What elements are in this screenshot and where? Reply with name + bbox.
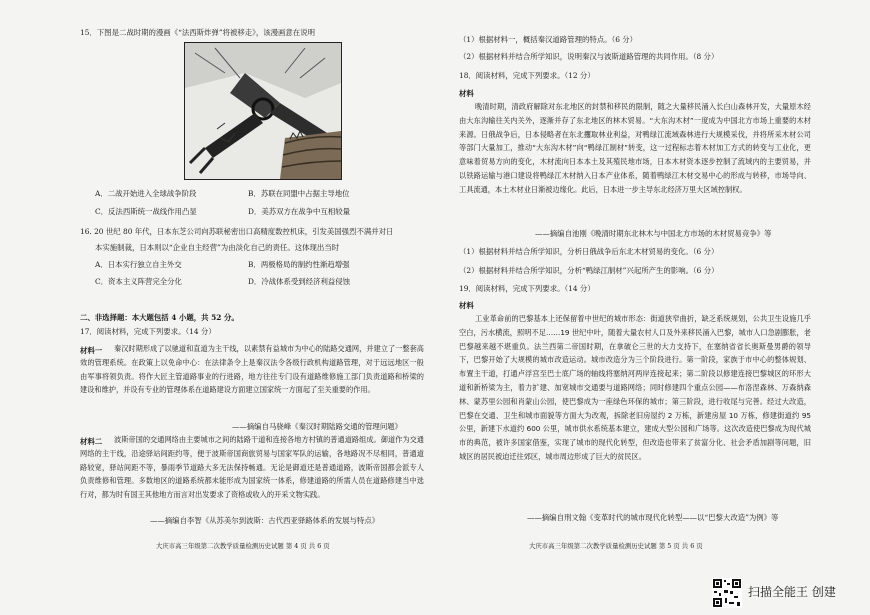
q18-material-source: ——摘编自池刚《晚清时期东北林木与中国北方市场的木材贸易竞争》等: [535, 229, 772, 238]
q18-material-label: 材料: [459, 89, 474, 98]
q19-material-text: 工业革命前的巴黎基本上还保留着中世纪的城市形态：街道狭窄曲折，缺乏系统规划，公共卫生设施几乎空白，污水横流，照明不足……19 世纪中叶，随着大量农村人口及外来移民涌入巴黎，城市人口急剧膨胀，老巴黎越来越不堪重负。法兰西第二帝国时期，在拿破仑三世的大力支持下，在塞纳省省长奥斯曼男爵的领导下，巴黎开始了大规模的城市改造运动。城市改造分为三个阶段进行。第一阶段，家族于市中心的整体规划、布置主干道，打通卢浮宫至巴士底广场的轴线将塞纳河两岸连接起来；第二阶段以修建连接巴黎城区的环形大道和新桥梁为主，着力扩建、加宽城市交通要与道路网络；同时修建四个重点公园——布洛涅森林、万森纳森林、蒙苏里公园和肖蒙山公园，使巴黎成为一座绿色环保的城市；第三阶段，进行收尾与完善。经过大改造，巴黎在交通、卫生和城市面貌等方面大为改观，拆除老旧房屋约 2 万栋，新建房屋 10 万栋，修建街道约 95 公里，新建下水道约 600 公里，城市供水系统基本建立，建成大型公园和广场等。这次改造使巴黎成为现代城市的典范，被许多国家借鉴，实现了城市的现代化转型，但改造也带来了贫富分化、社会矛盾加剧等问题，旧城区的居民被迫迁往郊区，城市周边形成了巨大的贫民区。: [459, 314, 811, 461]
q16-option-c[interactable]: C．资本主义阵营完全分化: [95, 277, 182, 286]
q15-stem: 15．下图是二战时期的漫画《“法西斯炸弹”将被移走》，该漫画意在说明: [80, 28, 315, 37]
q18-requirement-1: （1）根据材料并结合所学知识，分析日俄战争后东北木材贸易的变化。（6 分）: [459, 247, 719, 256]
q16-option-d[interactable]: D．冷战体系受到经济利益侵蚀: [248, 277, 351, 286]
q16-stem-line1: 16. 20 世纪 80 年代，日本东芝公司向苏联秘密出口高精度数控机床，引发美国强烈不满并对日: [80, 227, 394, 236]
page-footer-left: 大庆市高三年级第二次教学质量检测历史试题 第 4 页 共 6 页: [156, 542, 330, 550]
q16-option-a[interactable]: A．日本实行独立自主外交: [95, 260, 182, 269]
material-1-label: 材料一: [80, 346, 103, 355]
q17-requirement-2: （2）根据材料并结合所学知识，说明秦汉与波斯道路管理的共同作用。（8 分）: [459, 52, 719, 61]
q15-option-c[interactable]: C．反法西斯统一战线作用凸显: [95, 207, 197, 216]
material-2-label: 材料二: [80, 437, 103, 446]
q19-material-label: 材料: [459, 301, 474, 310]
q16-stem-line2: 本实施制裁，日本则以“企业自主经营”为由淡化自己的责任。这体现出当时: [95, 243, 340, 252]
q15-option-b[interactable]: B．苏联在同盟中占据主导地位: [248, 189, 350, 198]
q19-stem: 19．阅读材料，完成下列要求。（14 分）: [459, 284, 595, 293]
section-2-heading: 二、非选择题：本大题包括 4 小题，共 52 分。: [80, 313, 239, 322]
cartoon-image: [184, 42, 342, 180]
right-page: [435, 0, 870, 615]
q16-option-b[interactable]: B．两极格局的制约性渐趋增强: [248, 260, 350, 269]
q18-requirement-2: （2）根据材料并结合所学知识，分析“鸭绿江制材”兴起所产生的影响。（6 分）: [459, 266, 719, 275]
fascist-bomb-cartoon-illustration: [185, 43, 341, 179]
q15-option-d[interactable]: D．美苏双方在战争中互相较量: [248, 207, 351, 216]
material-2-text: 波斯帝国的交通网络由主要城市之间的陆路干道和连接各地方村镇的普通道路组成。御道作为交通网络的主干线，沿途驿站间距约等，便于波斯帝国商旅贸易与国家军队的运输，各地路况不尽相同，普通道路较宽，驿站间距不等，暴雨季节道路大多无法保持畅通。无论是御道还是普通道路，波斯帝国都会派专人负责维修和管理。多数地区的道路系统都未能形成为国家统一体系，修建道路的所需人员在道路修建当中选行对，都为时有国王其他地方而言对出发要求了资格或收入的开采文物实践。: [80, 435, 424, 500]
q17-requirement-1: （1）根据材料一，概括秦汉道路管理的特点。（6 分）: [459, 35, 638, 44]
material-1-source: ——摘编自马骁峰《秦汉时期陆路交通的管理问题》: [232, 422, 402, 431]
material-2-source: ——摘编自李智《从苏美尔到波斯：古代西亚驿路体系的发展与特点》: [150, 516, 380, 525]
scanner-watermark: 扫描全能王 创建: [748, 585, 836, 599]
q15-option-a[interactable]: A．二战开始进入全球战争阶段: [95, 189, 197, 198]
material-1-text: 秦汉时期形成了以驰道和直道为主干线，以素禁有益城市为中心的陆路交通网，并建立了一整套高效的管理系统。在政策上以免命中心：在法律条令上是秦汉法令各级行政机构道路管理，对于远远地区一般由军事将领负责。将作大匠主管道路事业的行进路，地方往往专门设有道路维修施工部门负责道路和桥梁的建设和维护，并设有专业的管理体系在道路建设方面建立国家统一方面起了至关重要的作用。: [80, 344, 424, 395]
q18-material-text: 晚清时期，清政府解除对东北地区的封禁和移民的限制，随之大量移民涌入长白山森林开发，大量原木经由大东沟输往关内关外，逐渐并存了东北地区的林木贸易。“大东沟木材”一度成为中国北方市场上重要的木材来源。日俄战争后，日本侵略者在东北攫取林业利益，对鸭绿江流域森林进行大规模采伐，并将所采木材公司等部门大量加工，推动“大东沟木材”向“鸭绿江制材”转变，这一过程标志着木材加工方式的转变与工业化，更意味着贸易方向的变化，木材流向日本本土及其殖民地市场，日本木材资本逐步控制了流域内的主要贸易，并以铁路运输与港口建设将鸭绿江木材纳入日本产业体系，随着鸭绿江木材交易中心的形成与转移，市场导向、工具流通，本土木材业日渐被边缘化。此后，日本进一步主导东北经济万里大区域控制权。: [459, 102, 811, 194]
q19-material-source: ——摘编自刑文翰《变革时代的城市现代化转型——以“巴黎大改造”为例》等: [527, 513, 779, 522]
page-footer-right: 大庆市高三年级第二次教学质量检测历史试题 第 5 页 共 6 页: [529, 542, 703, 550]
qr-code-icon: [712, 578, 742, 608]
q17-stem: 17．阅读材料，完成下列要求。（14 分）: [80, 327, 216, 336]
q18-stem: 18．阅读材料，完成下列要求。（12 分）: [459, 71, 595, 80]
